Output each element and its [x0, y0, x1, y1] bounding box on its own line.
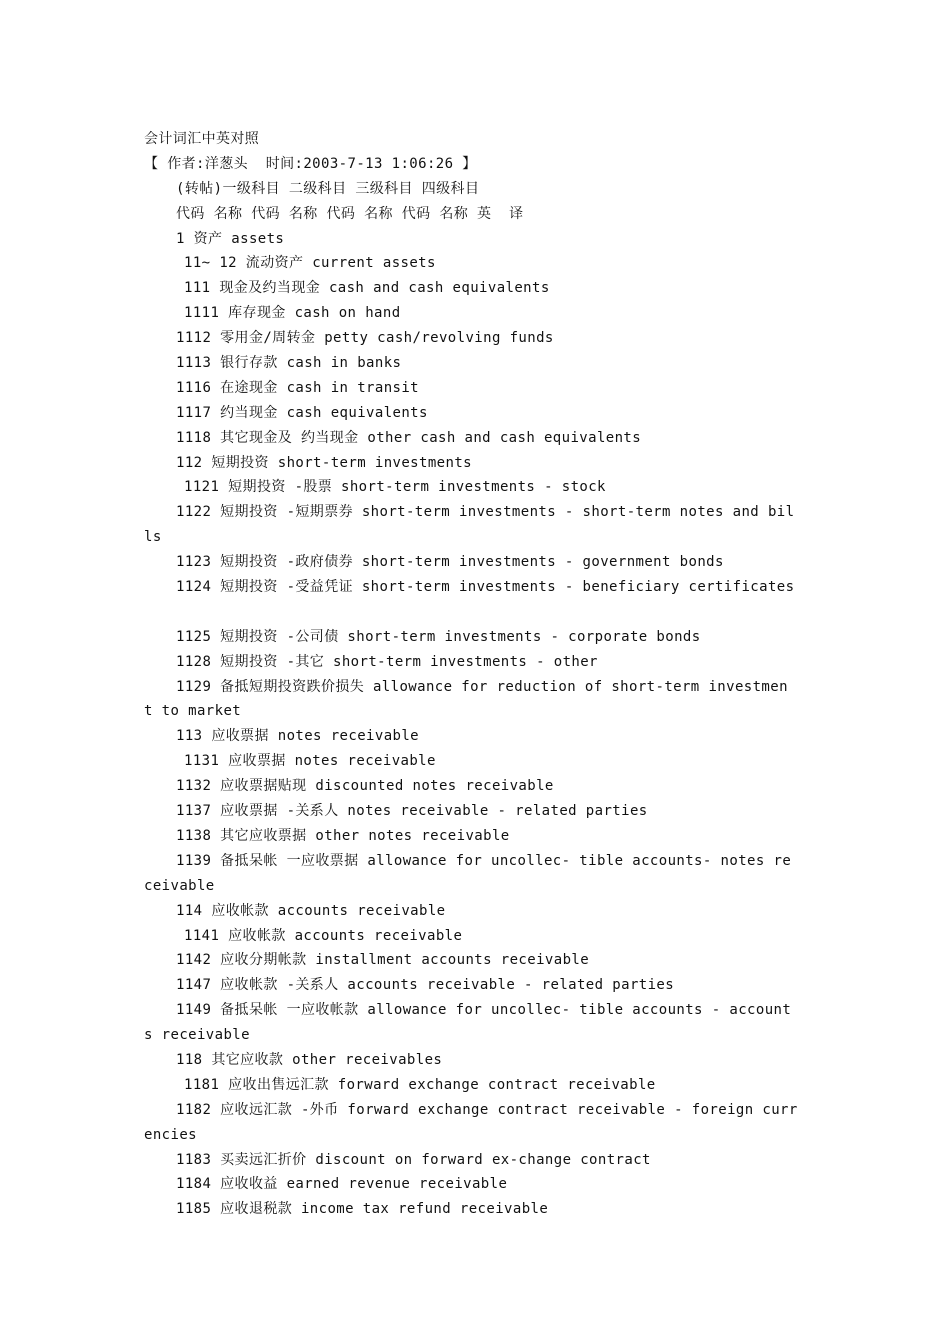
glossary-line: 代码 名称 代码 名称 代码 名称 代码 名称 英 译 [176, 205, 524, 222]
glossary-line: 1117 约当现金 cash equivalents [176, 404, 428, 421]
glossary-line: 1129 备抵短期投资跌价损失 allowance for reduction of short-term investmen [176, 678, 788, 695]
glossary-line [144, 600, 774, 625]
glossary-line: 118 其它应收款 other receivables [176, 1051, 443, 1068]
glossary-line: t to market [144, 703, 242, 720]
glossary-line: ls [144, 529, 162, 546]
document-byline: 【 作者:洋葱头 时间:2003-7-13 1:06:26 】 [144, 155, 477, 172]
glossary-line: 1185 应收退税款 income tax refund receivable [176, 1201, 549, 1218]
glossary-lines [144, 177, 798, 1222]
document-title: 会计词汇中英对照 [144, 131, 260, 147]
glossary-line: 1182 应收远汇款 -外币 forward exchange contract receivable - foreign curr [176, 1101, 798, 1118]
glossary-line: 1123 短期投资 -政府债券 short-term investments - government bonds [176, 554, 724, 571]
glossary-line: 114 应收帐款 accounts receivable [176, 902, 446, 919]
glossary-line: 1125 短期投资 -公司债 short-term investments - corporate bonds [176, 628, 701, 645]
glossary-line: 113 应收票据 notes receivable [176, 728, 420, 745]
glossary-line: 1137 应收票据 -关系人 notes receivable - related parties [176, 803, 648, 820]
document-body [144, 127, 798, 1222]
glossary-line: 1139 备抵呆帐 一应收票据 allowance for uncollec- tible accounts- notes re [176, 852, 792, 869]
glossary-line: 1121 短期投资 -股票 short-term investments - stock [184, 479, 606, 496]
glossary-line: 1128 短期投资 -其它 short-term investments - other [176, 653, 598, 670]
glossary-line: 1142 应收分期帐款 installment accounts receivable [176, 952, 590, 969]
glossary-line: 1113 银行存款 cash in banks [176, 355, 402, 372]
glossary-line: 1132 应收票据贴现 discounted notes receivable [176, 778, 554, 795]
glossary-line: 1183 买卖远汇折价 discount on forward ex-change contract [176, 1151, 651, 1168]
glossary-line: 1184 应收收益 earned revenue receivable [176, 1176, 508, 1193]
glossary-line: s receivable [144, 1027, 250, 1044]
glossary-line: 1141 应收帐款 accounts receivable [184, 927, 463, 944]
glossary-line: 1111 库存现金 cash on hand [184, 305, 401, 322]
glossary-line: 1116 在途现金 cash in transit [176, 379, 420, 396]
glossary-line: 11~ 12 流动资产 current assets [184, 255, 436, 272]
glossary-line: 1112 零用金/周转金 petty cash/revolving funds [176, 330, 554, 347]
glossary-line: 1181 应收出售远汇款 forward exchange contract receivable [184, 1076, 656, 1093]
glossary-line: (转帖)一级科目 二级科目 三级科目 四级科目 [176, 180, 480, 197]
glossary-line: ceivable [144, 877, 215, 894]
glossary-line: encies [144, 1126, 197, 1143]
glossary-line: 1124 短期投资 -受益凭证 short-term investments - beneficiary certificates [176, 579, 795, 596]
glossary-line: 1 资产 assets [176, 230, 285, 247]
glossary-line: 1118 其它现金及 约当现金 other cash and cash equivalents [176, 429, 642, 446]
glossary-line: 1138 其它应收票据 other notes receivable [176, 827, 510, 844]
glossary-line: 1149 备抵呆帐 一应收帐款 allowance for uncollec- tible accounts - account [176, 1002, 792, 1019]
glossary-line: 112 短期投资 short-term investments [176, 454, 472, 471]
glossary-line: 1131 应收票据 notes receivable [184, 753, 436, 770]
glossary-line: 111 现金及约当现金 cash and cash equivalents [184, 280, 550, 297]
glossary-line: 1147 应收帐款 -关系人 accounts receivable - related parties [176, 977, 675, 994]
glossary-line: 1122 短期投资 -短期票券 short-term investments - short-term notes and bil [176, 504, 795, 521]
